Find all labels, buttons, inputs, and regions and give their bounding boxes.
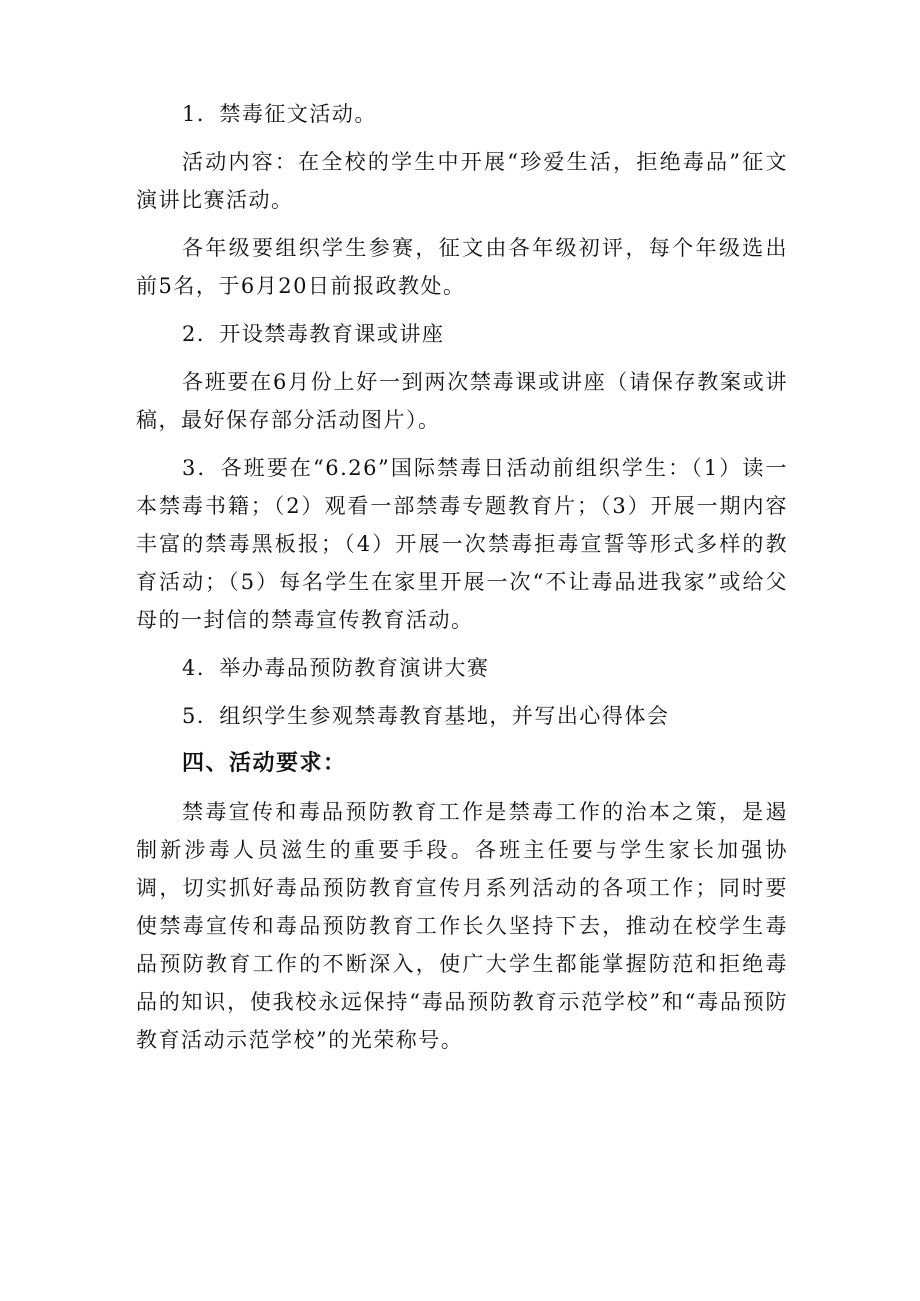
item-1-content: 活动内容：在全校的学生中开展“珍爱生活，拒绝毒品”征文演讲比赛活动。	[136, 150, 788, 212]
item-5-title: 5．组织学生参观禁毒教育基地，并写出心得体会	[182, 704, 670, 728]
section-4-body: 禁毒宣传和毒品预防教育工作是禁毒工作的治本之策，是遏制新涉毒人员滋生的重要手段。各班主任要与学生家长加强协调，切实抓好毒品预防教育宣传月系列活动的各项工作；同时要使禁毒宣传和毒品预防教育工作长久坚持下去，推动在校学生毒品预防教育工作的不断深入，使广大学生都能掌握防范和拒绝毒品的知识，使我校永远保持“毒品预防教育示范学校”和“毒品预防教育活动示范学校”的光荣称号。	[136, 800, 788, 1052]
item-1-requirement: 各年级要组织学生参赛，征文由各年级初评，每个年级选出前5名，于6月20日前报政教处。	[136, 236, 788, 298]
document-page	[136, 95, 788, 1059]
item-2-content: 各班要在6月份上好一到两次禁毒课或讲座（请保存教案或讲稿，最好保存部分活动图片）。	[136, 370, 788, 432]
item-4-title: 4．举办毒品预防教育演讲大赛	[182, 656, 490, 680]
item-1-title: 1．禁毒征文活动。	[182, 102, 377, 126]
item-2-title: 2．开设禁毒教育课或讲座	[182, 322, 445, 346]
item-3-paragraph: 3．各班要在“6.26”国际禁毒日活动前组织学生：（1）读一本禁毒书籍；（2）观看一部禁毒专题教育片；（3）开展一期内容丰富的禁毒黑板报；（4）开展一次禁毒拒毒宣誓等形式多样的教育活动；（5）每名学生在家里开展一次“不让毒品进我家”或给父母的一封信的禁毒宣传教育活动。	[136, 456, 788, 632]
section-4-heading: 四、活动要求：	[182, 751, 347, 776]
